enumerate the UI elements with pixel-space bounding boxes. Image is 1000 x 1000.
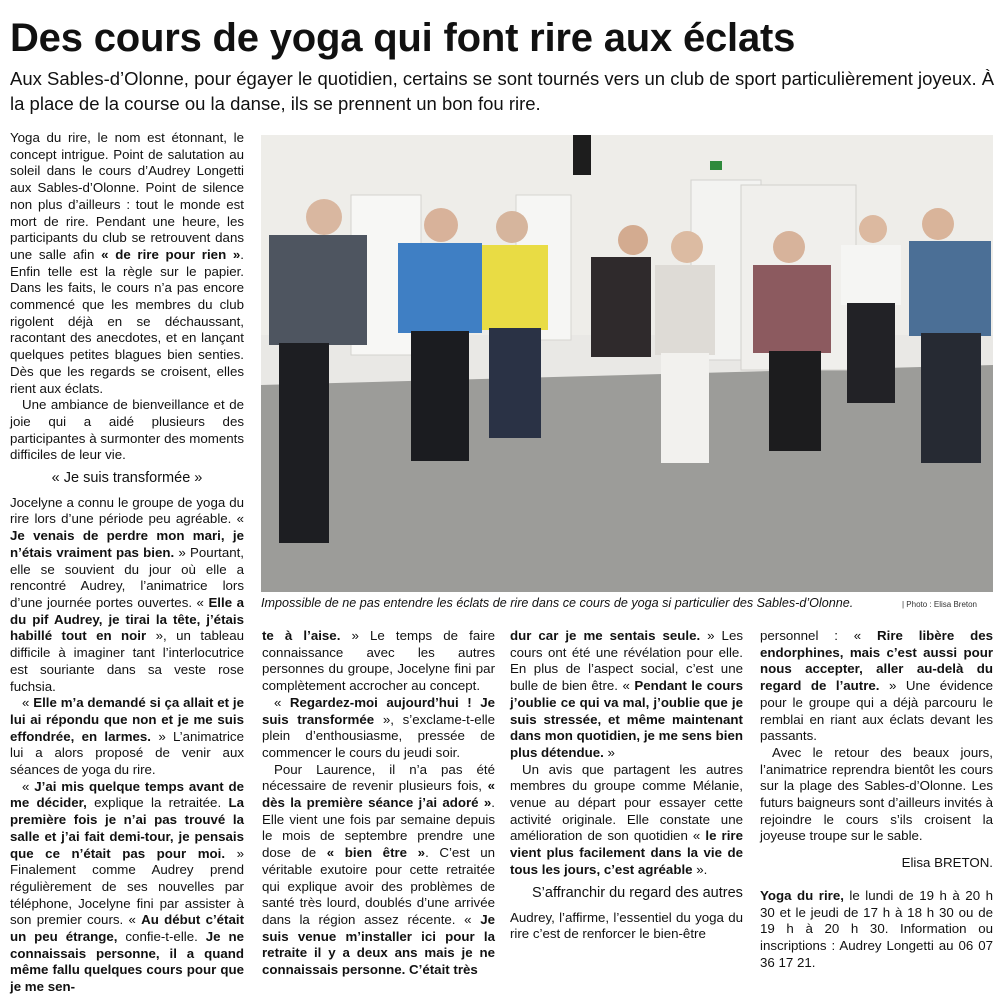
section-subhead: S’affranchir du regard des autres bbox=[532, 884, 743, 901]
subheadline: Aux Sables-d’Olonne, pour égayer le quotidien, certains se sont tournés vers un club de sport particulièrement joyeux. À la place de la course ou la danse, ils se prennent un bon fou rire. bbox=[10, 68, 995, 114]
section-subhead: « Je suis transformée » bbox=[51, 470, 203, 487]
paragraph: personnel : « Rire libère des endorphines, mais c’est aussi pour nous accepter, aller au-delà du regard de l’autre. » Une évidence pour le groupe qui a déjà parcouru le remblai en riant aux éclats devant les passants. bbox=[760, 628, 993, 744]
paragraph: dur car je me sentais seule. » Les cours ont été une révélation pour elle. En plus de l’aspect social, c’est une bulle de bien être. « Pendant le cours j’oublie ce qui va mal, j’oublie que je suis stressée, et même maintenant dans mon quotidien, je me sens bien plus détendue. » bbox=[510, 628, 743, 760]
paragraph: Un avis que partagent les autres membres du groupe comme Mélanie, venue au départ pour essayer cette activité originale. Elle constate une amélioration de son quotidien « le rire vient plus facilement dans la vie de tous les jours, c’est agréable ». bbox=[510, 761, 743, 877]
practical-info: Yoga du rire, le lundi de 19 h à 20 h 30 et le jeudi de 17 h à 18 h 30 ou de 19 h à 20 h 30. Information ou inscriptions : Audrey Longetti au 06 07 36 17 21. bbox=[760, 887, 993, 970]
paragraph: Pour Laurence, il n’a pas été nécessaire de revenir plusieurs fois, « dès la première séance j’ai adoré ». Elle vient une fois par semaine depuis le mois de septembre prendre une dose de « bien être ». C’est un véritable exutoire pour cette retraitée qui explique avoir des problèmes de santé très lourd, doublés d’une arrivée dans la région assez récente. « Je suis venue m’installer ici pour la retraite il y a deux ans mais je ne connaissais personne. C’était très bbox=[262, 761, 496, 978]
paragraph: « Elle m’a demandé si ça allait et je lui ai répondu que non et je me suis effondrée, en larmes. » L’animatrice lui a alors proposé de venir aux séances de yoga du rire. bbox=[10, 695, 244, 778]
article-column-1 bbox=[10, 130, 244, 996]
article-column-4 bbox=[760, 628, 993, 971]
article-column-2 bbox=[262, 628, 495, 979]
yoga-class-photo bbox=[261, 135, 993, 592]
paragraph: « Regardez-moi aujourd’hui ! Je suis transformée », s’exclame-t-elle plein d’enthousiasme, pressée de commencer le cours du jeudi soir. bbox=[262, 694, 495, 760]
paragraph: Yoga du rire, le nom est étonnant, le concept intrigue. Point de salutation au soleil dans le cours d’Audrey Longetti aux Sables-d’Olonne. Point de silence non plus d’ailleurs : tout le monde est mort de rire. Pendant une heure, les participants du club se retrouvent dans une salle afin « de rire pour rien ». Enfin telle est la règle sur le papier. Dans les faits, le cours n’a pas encore commencé que les membres du club rigolent déjà en se déchaussant, racontant des anecdotes, et en lançant quelques petites blagues bien senties. Dès que les regards se croisent, elles rient aux éclats. bbox=[10, 130, 244, 396]
paragraph: Avec le retour des beaux jours, l’animatrice reprendra bientôt les cours sur la plage des Sables-d’Olonne. Les futurs baigneurs sont d’ailleurs invités à rejoindre le cours s’ils croisent la joyeuse troupe sur le sable. bbox=[760, 744, 993, 844]
photo-caption: Impossible de ne pas entendre les éclats de rire dans ce cours de yoga si particulier des Sables-d’Olonne. bbox=[261, 596, 854, 610]
paragraph: Une ambiance de bienveillance et de joie qui a aidé plusieurs des participantes à surmonter des moments difficiles de leur vie. bbox=[10, 397, 244, 463]
paragraph: Jocelyne a connu le groupe de yoga du rire lors d’une période peu agréable. « Je venais de perdre mon mari, je n’étais vraiment pas bien. » Pourtant, elle se souvient du jour où elle a rencontré Audrey, l’animatrice lors d’une journée portes ouvertes. « Elle a du pif Audrey, je tirai la tête, j’étais habillé tout en noir », un tableau difficile à imaginer tant l’interlocutrice est souriante dans sa veste rose fuchsia. bbox=[10, 494, 245, 694]
article-column-3 bbox=[510, 628, 743, 943]
headline: Des cours de yoga qui font rire aux éclats bbox=[10, 16, 796, 60]
paragraph: te à l’aise. » Le temps de faire connaissance avec les autres personnes du groupe, Jocelyne fini par complètement accrocher au concept. bbox=[262, 628, 495, 694]
author-signature: Elisa BRETON. bbox=[901, 855, 993, 871]
photo-illustration bbox=[261, 135, 993, 592]
paragraph: Audrey, l’affirme, l’essentiel du yoga du rire c’est de renforcer le bien-être bbox=[510, 909, 743, 942]
paragraph: « J’ai mis quelque temps avant de me décider, explique la retraitée. La première fois je n’ai pas trouvé la salle et j’ai fait demi-tour, je pensais que ce n’était pas pour moi. » Finalement comme Audrey prend régulièrement de ses nouvelles par téléphone, Jocelyne fini par assister à son premier cours. « Au début c’était un peu étrange, confie-t-elle. Je ne connaissais personne, il a quand même fallu quelques cours pour que je me sen- bbox=[10, 778, 245, 995]
photo-credit: | Photo : Elisa Breton bbox=[902, 600, 978, 609]
